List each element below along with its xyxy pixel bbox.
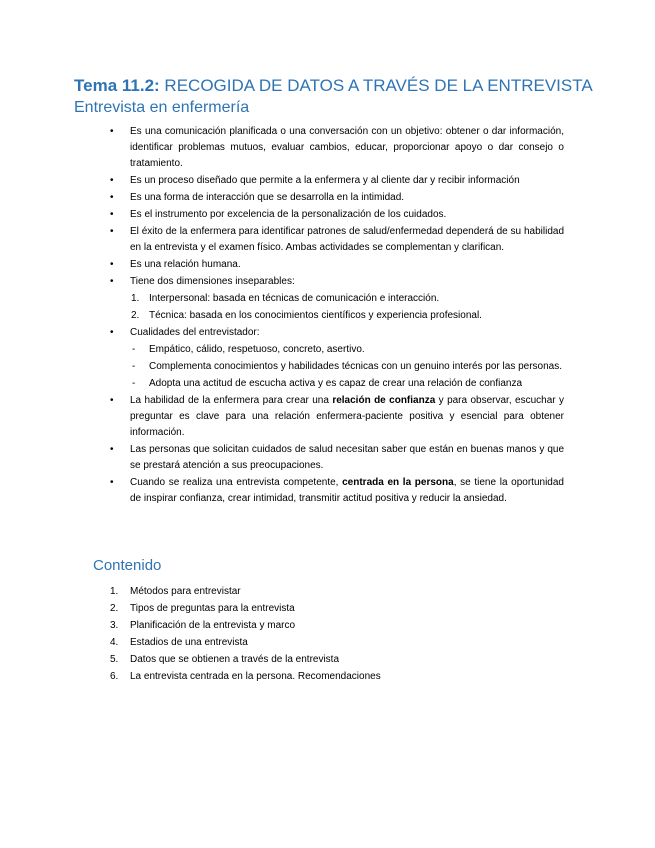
contents-text: Estadios de una entrevista [130, 637, 248, 648]
contents-text: Planificación de la entrevista y marco [130, 620, 296, 631]
title-prefix: Tema 11.2: [74, 76, 160, 95]
contents-number: 2. [110, 603, 119, 614]
title-text: RECOGIDA DE DATOS A TRAVÉS DE LA ENTREVISTA [164, 76, 593, 95]
contents-text: Métodos para entrevistar [130, 586, 241, 597]
person-bold: centrada en la persona [342, 477, 454, 488]
bullet-item: • El éxito de la enfermera para identificar patrones de salud/enfermedad dependerá de su habilidad en la entrevista y el examen físico. Ambas actividades se complementan y clarifican. [110, 224, 564, 256]
contents-text: La entrevista centrada en la persona. Recomendaciones [130, 671, 381, 682]
bullet-item-dimensions [110, 274, 564, 324]
contents-text: Tipos de preguntas para la entrevista [130, 603, 295, 614]
bullet-item-qualities [110, 325, 564, 392]
contents-number: 5. [110, 654, 119, 665]
quality-item: - Empático, cálido, respetuoso, concreto, asertivo. [130, 342, 564, 358]
contents-item [110, 668, 550, 685]
contents-item [110, 617, 550, 634]
contents-list [110, 583, 550, 685]
bullet-item: • Es el instrumento por excelencia de la personalización de los cuidados. [110, 207, 564, 223]
bullet-item: • Es una forma de interacción que se desarrolla en la intimidad. [110, 190, 564, 206]
dimension-item [130, 308, 564, 324]
dimensions-label: Tiene dos dimensiones inseparables: [130, 276, 295, 287]
person-text-before: Cuando se realiza una entrevista competente, [130, 477, 343, 488]
bullet-item-person-centered [110, 475, 564, 507]
contents-heading: Contenido [93, 557, 162, 574]
dimension-item [130, 291, 564, 307]
dimension-text: Técnica: basada en los conocimientos científicos y experiencia profesional. [149, 310, 482, 321]
contents-number: 3. [110, 620, 119, 631]
contents-item [110, 634, 550, 651]
trust-text-before: La habilidad de la enfermera para crear una [130, 395, 333, 406]
trust-text-after: y para observar, escuchar y preguntar es clave para una relación enfermera-paciente positiva y esencial para obtener información. [130, 395, 564, 438]
contents-item [110, 583, 550, 600]
bullet-item: • Es una relación humana. [110, 257, 564, 273]
contents-item [110, 651, 550, 668]
person-text-after: , se tiene la oportunidad de inspirar confianza, crear intimidad, transmitir actitud positiva y reducir la ansiedad. [130, 477, 564, 504]
dimension-number: 2. [131, 310, 140, 321]
quality-item: - Adopta una actitud de escucha activa y es capaz de crear una relación de confianza [130, 376, 564, 392]
contents-number: 4. [110, 637, 119, 648]
qualities-label: Cualidades del entrevistador: [130, 327, 260, 338]
qualities-list [130, 342, 564, 392]
contents-number: 1. [110, 586, 119, 597]
dimension-number: 1. [131, 293, 140, 304]
dimensions-list [130, 291, 564, 324]
contents-number: 6. [110, 671, 119, 682]
section-heading-entrevista: Entrevista en enfermería [74, 99, 250, 116]
dimension-text: Interpersonal: basada en técnicas de comunicación e interacción. [149, 293, 440, 304]
quality-item: - Complementa conocimientos y habilidades técnicas con un genuino interés por las personas. [130, 359, 564, 375]
page-title [74, 76, 593, 96]
bullet-item: • Es una comunicación planificada o una conversación con un objetivo: obtener o dar información, identificar problemas mutuos, evaluar cambios, educar, proporcionar apoyo o dar consejo o tratamiento. [110, 124, 564, 172]
bullet-item-trust [110, 393, 564, 441]
bullet-item: • Es un proceso diseñado que permite a la enfermera y al cliente dar y recibir información [110, 173, 564, 189]
contents-item [110, 600, 550, 617]
bullet-item-people: • Las personas que solicitan cuidados de salud necesitan saber que están en buenas manos y que se prestará atención a sus preocupaciones. [110, 442, 564, 474]
bullet-list [110, 124, 564, 508]
trust-bold: relación de confianza [332, 395, 436, 406]
contents-text: Datos que se obtienen a través de la entrevista [130, 654, 340, 665]
